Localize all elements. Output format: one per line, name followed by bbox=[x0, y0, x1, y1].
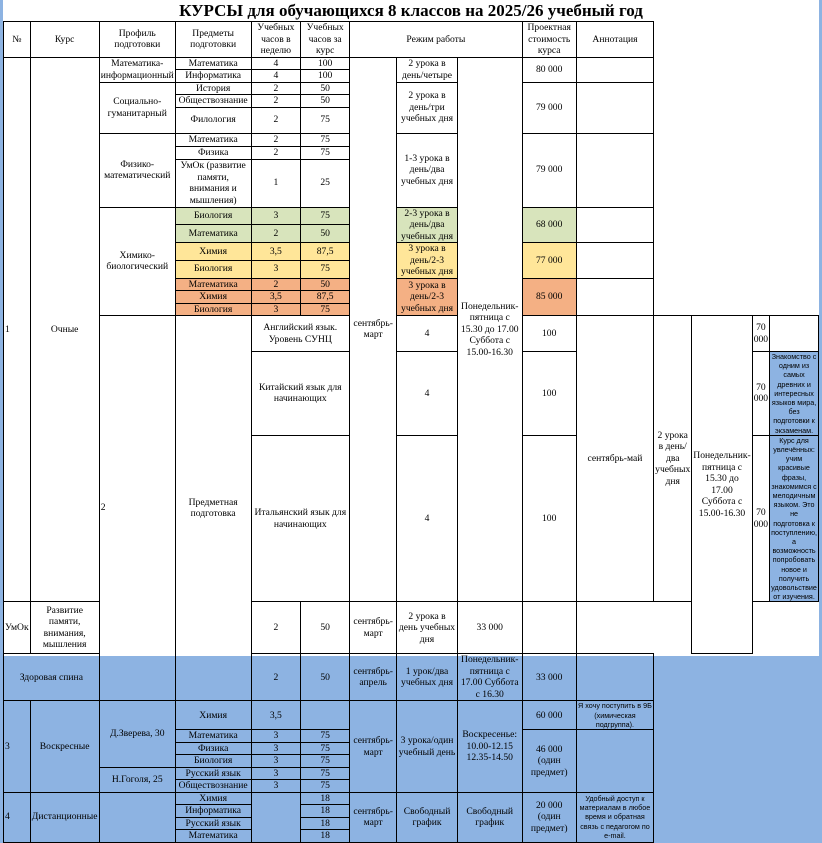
header-course: Курс bbox=[30, 22, 99, 58]
subject: Математика bbox=[175, 278, 251, 291]
hours-course: 50 bbox=[301, 95, 350, 108]
subject: Математика bbox=[175, 133, 251, 146]
subject: Химия bbox=[175, 701, 251, 730]
subject: История bbox=[175, 82, 251, 95]
hours-week: 2 bbox=[251, 654, 301, 701]
hours-course bbox=[301, 701, 350, 730]
hours-week: 4 bbox=[397, 316, 458, 352]
header-schedule: Режим работы bbox=[350, 22, 523, 58]
annotation-9b: Я хочу поступить в 9Б (химическая подгруппа). bbox=[578, 701, 652, 729]
course-profile: Развитие памяти, внимания, мышления bbox=[30, 602, 99, 654]
hours-course: 100 bbox=[301, 70, 350, 83]
hours-course: 75 bbox=[301, 207, 350, 225]
hours-week: 2 bbox=[251, 278, 301, 291]
table-row bbox=[4, 316, 819, 352]
hours-week: 3,5 bbox=[251, 243, 301, 261]
cost: 68 000 bbox=[522, 207, 576, 243]
annotation bbox=[576, 207, 653, 243]
header-hours-course: Учебных часов за курс bbox=[301, 22, 350, 58]
subject: Физика bbox=[175, 742, 251, 755]
section-2-days: Понедельник-пятница с 15.30 до 17.00 Суббота с 15.00-16.30 bbox=[692, 316, 752, 654]
section-2-period: сентябрь-май bbox=[576, 316, 653, 602]
header-hours-week: Учебных часов в неделю bbox=[251, 22, 301, 58]
subject: Математика bbox=[175, 225, 251, 243]
hours-course: 75 bbox=[301, 742, 350, 755]
schedule-freq: 3 урока в день/2-3 учебных дня bbox=[397, 243, 458, 279]
subject: Математика bbox=[175, 830, 251, 843]
hours-course: 75 bbox=[301, 146, 350, 159]
cost: 77 000 bbox=[522, 243, 576, 279]
course-name: Итальянский язык для начинающих bbox=[251, 435, 350, 602]
subject: Математика bbox=[175, 57, 251, 70]
hours-week: 2 bbox=[251, 107, 301, 133]
cost: 70 000 bbox=[752, 352, 769, 436]
spreadsheet bbox=[3, 0, 819, 842]
annotation-distance: Удобный доступ к материалам в любое время и обратная связь с педагогом по e-mail. bbox=[576, 792, 653, 842]
table-row bbox=[4, 207, 819, 225]
hours-week: 2 bbox=[251, 95, 301, 108]
hours-course: 18 bbox=[301, 805, 350, 818]
course-name: Английский язык. Уровень СУНЦ bbox=[251, 316, 350, 352]
hours-course: 75 bbox=[301, 303, 350, 316]
hours-week: 3,5 bbox=[251, 291, 301, 304]
subject: Биология bbox=[175, 207, 251, 225]
annotation bbox=[576, 243, 653, 279]
hours-week: 3,5 bbox=[251, 701, 301, 730]
annotation bbox=[576, 57, 653, 82]
schedule-freq: 2-3 урока в день/два учебных дня bbox=[397, 207, 458, 243]
subject: Обществознание bbox=[175, 780, 251, 793]
section-3-course: Воскресные bbox=[30, 701, 99, 792]
hours-course: 18 bbox=[301, 792, 350, 805]
hours-week: 3 bbox=[251, 303, 301, 316]
table-row bbox=[4, 701, 819, 730]
cost: 70 000 bbox=[752, 435, 769, 602]
cost: 33 000 bbox=[522, 654, 576, 701]
hours-course: 100 bbox=[301, 57, 350, 70]
schedule-freq: 1 урок/два учебных дня bbox=[397, 654, 458, 701]
hours-week: 4 bbox=[397, 435, 458, 602]
cost: 80 000 bbox=[522, 57, 576, 82]
hours-week: 3 bbox=[251, 260, 301, 278]
cost: 85 000 bbox=[522, 278, 576, 316]
subject: Русский язык bbox=[175, 767, 251, 780]
section-3-num: 3 bbox=[4, 701, 31, 792]
header-profile: Профиль подготовки bbox=[99, 22, 175, 58]
hours-week: 3 bbox=[251, 730, 301, 743]
schedule-freq: Свободный график bbox=[397, 792, 458, 842]
hours-week: 2 bbox=[251, 133, 301, 146]
hours-course: 75 bbox=[301, 107, 350, 133]
hours-week: 3 bbox=[251, 780, 301, 793]
hours-week: 1 bbox=[251, 159, 301, 207]
subject: Математика bbox=[175, 730, 251, 743]
section-1-days: Понедельник-пятница с 15.30 до 17.00 Суббота с 15.00-16.30 bbox=[457, 57, 522, 602]
days: Понедельник-пятница с 17.00 Суббота с 16.30 bbox=[457, 654, 522, 701]
hours-course: 87,5 bbox=[301, 243, 350, 261]
section-1-num: 1 bbox=[4, 57, 31, 602]
header-num: № bbox=[4, 22, 31, 58]
hours-course: 75 bbox=[301, 730, 350, 743]
subject: Информатика bbox=[175, 70, 251, 83]
subject: Информатика bbox=[175, 805, 251, 818]
hours-course: 50 bbox=[301, 602, 350, 654]
hours-week: 3 bbox=[251, 755, 301, 768]
annotation bbox=[576, 654, 653, 701]
hours-course: 87,5 bbox=[301, 291, 350, 304]
schedule-freq: 2 урока в день/четыре bbox=[397, 57, 458, 82]
schedule-freq: 2 урока в день учебных дня bbox=[397, 602, 458, 654]
profile-math-info: Математика-информационный bbox=[100, 58, 174, 81]
hours-course: 50 bbox=[301, 278, 350, 291]
annotation bbox=[576, 730, 653, 793]
cost: 33 000 bbox=[457, 602, 522, 654]
section-4-course: Дистанционные bbox=[30, 792, 99, 842]
subject: Физика bbox=[175, 146, 251, 159]
header-row bbox=[4, 22, 819, 58]
annotation bbox=[576, 278, 653, 316]
section-4-days: Свободный график bbox=[457, 792, 522, 842]
hours-course: 75 bbox=[301, 133, 350, 146]
hours-course: 25 bbox=[301, 159, 350, 207]
annotation bbox=[576, 82, 653, 133]
hours-course: 100 bbox=[522, 352, 576, 436]
hours-week: 4 bbox=[397, 352, 458, 436]
profile-chem-bio: Химико-биологический bbox=[99, 207, 175, 316]
profile-social: Социально-гуманитарный bbox=[99, 82, 175, 133]
schedule-freq: 1-3 урока в день/два учебных дня bbox=[397, 133, 458, 207]
hours-week: 3 bbox=[251, 207, 301, 225]
table-row bbox=[4, 82, 819, 95]
hours-course: 50 bbox=[301, 225, 350, 243]
subject: Химия bbox=[175, 291, 251, 304]
schedule-freq: 3 урока в день/2-3 учебных дня bbox=[397, 278, 458, 316]
period: сентябрь-апрель bbox=[350, 654, 397, 701]
table-row bbox=[4, 57, 819, 70]
subject: Филология bbox=[175, 107, 251, 133]
subject: Биология bbox=[175, 260, 251, 278]
courses-table bbox=[3, 21, 819, 843]
section-4-period: сентябрь-март bbox=[350, 792, 397, 842]
annotation-italian: Курс для увлечённых: учим красивые фразы, знакомимся с мелодичным языком. Это не подготовка к поступлению, а возможность попробовать новое и получить удовольствие от изучения. bbox=[771, 435, 817, 602]
hours-course: 75 bbox=[301, 755, 350, 768]
subject: Биология bbox=[175, 755, 251, 768]
annotation bbox=[522, 602, 576, 654]
annotation-chinese: Знакомство с одним из самых древних и интересных языков мира, без подготовки к экзаменам. bbox=[770, 352, 819, 436]
section-3-period: сентябрь-март bbox=[350, 701, 397, 792]
hours-course: 75 bbox=[301, 780, 350, 793]
table-row bbox=[4, 792, 819, 805]
header-cost: Проектная стоимость курса bbox=[522, 22, 576, 58]
location-1: Д.Зверева, 30 bbox=[99, 701, 175, 767]
profile bbox=[99, 792, 175, 842]
hours-course: 18 bbox=[301, 830, 350, 843]
schedule-freq: 2 урока в день/два учебных дня bbox=[654, 316, 692, 602]
period: сентябрь-март bbox=[350, 602, 397, 654]
hours-week: 3 bbox=[251, 767, 301, 780]
subject: Химия bbox=[175, 243, 251, 261]
hours-week: 3 bbox=[251, 742, 301, 755]
page-title: КУРСЫ для обучающихся 8 классов на 2025/26 учебный год bbox=[179, 1, 643, 20]
hours-week: 4 bbox=[251, 57, 301, 70]
section-4-num: 4 bbox=[4, 792, 31, 842]
section-2-course: Предметная подготовка bbox=[175, 316, 251, 701]
hours-course: 50 bbox=[301, 82, 350, 95]
cost: 79 000 bbox=[522, 82, 576, 133]
hours-course: 100 bbox=[522, 316, 576, 352]
header-annotation: Аннотация bbox=[576, 22, 653, 58]
annotation bbox=[576, 133, 653, 207]
hours-week: 4 bbox=[251, 70, 301, 83]
cost: 46 000 (один предмет) bbox=[522, 730, 576, 793]
subject: Русский язык bbox=[175, 817, 251, 830]
section-1-period: сентябрь-март bbox=[350, 57, 397, 602]
section-2-num: 2 bbox=[99, 316, 175, 701]
hours-course: 50 bbox=[301, 654, 350, 701]
profile-phys-math: Физико-математический bbox=[99, 133, 175, 207]
cost: 60 000 bbox=[522, 701, 576, 730]
subject: Биология bbox=[175, 303, 251, 316]
course-name: УмОк bbox=[4, 602, 31, 654]
hours-week: 2 bbox=[251, 82, 301, 95]
hours-week: 2 bbox=[251, 146, 301, 159]
cost: 20 000 (один предмет) bbox=[522, 792, 576, 842]
section-1-course: Очные bbox=[30, 57, 99, 602]
hours-week: 2 bbox=[251, 602, 301, 654]
schedule-freq: 2 урока в день/три учебных дня bbox=[397, 82, 458, 133]
hours-week: 2 bbox=[251, 225, 301, 243]
cost: 70 000 bbox=[752, 316, 769, 352]
subject: УмОк (развитие памяти, внимания и мышления) bbox=[175, 159, 251, 207]
header-subjects: Предметы подготовки bbox=[175, 22, 251, 58]
course-name: Здоровая спина bbox=[4, 654, 100, 701]
hours-course: 18 bbox=[301, 817, 350, 830]
section-3-days: Воскресенье: 10.00-12.15 12.35-14.50 bbox=[457, 701, 522, 792]
schedule-freq: 3 урока/один учебный день bbox=[397, 701, 458, 792]
location-2: Н.Гоголя, 25 bbox=[99, 767, 175, 792]
subject: Обществознание bbox=[175, 95, 251, 108]
subject: Химия bbox=[175, 792, 251, 805]
course-name: Китайский язык для начинающих bbox=[251, 352, 350, 436]
hours-week bbox=[251, 792, 301, 842]
hours-course: 75 bbox=[301, 260, 350, 278]
hours-course: 75 bbox=[301, 767, 350, 780]
table-row bbox=[4, 133, 819, 146]
hours-course: 100 bbox=[522, 435, 576, 602]
annotation bbox=[770, 316, 819, 352]
cost: 79 000 bbox=[522, 133, 576, 207]
